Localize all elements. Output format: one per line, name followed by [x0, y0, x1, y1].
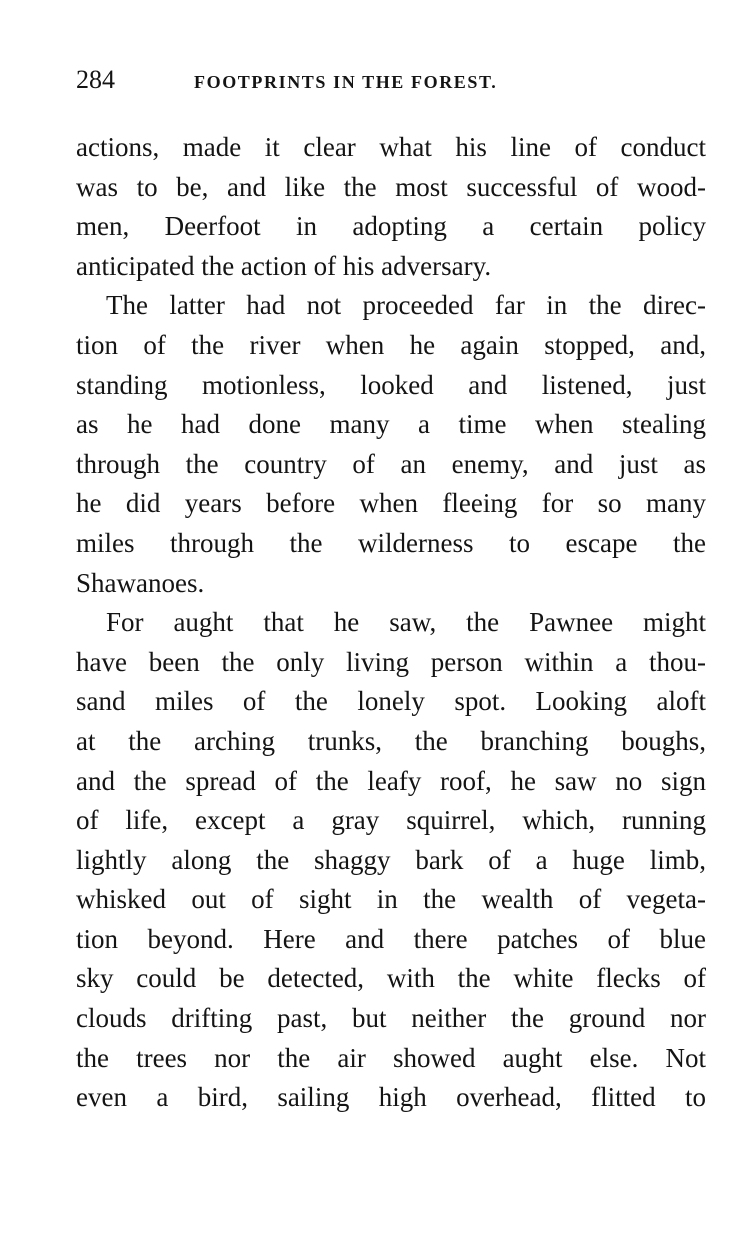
text-line: of life, except a gray squirrel, which, running: [76, 805, 706, 836]
text-line: standing motionless, looked and listened, just: [76, 369, 706, 400]
paragraph-1: [76, 128, 706, 286]
text-line: through the country of an enemy, and just as: [76, 448, 706, 479]
body-text: [76, 128, 706, 1118]
text-line: at the arching trunks, the branching boughs,: [76, 725, 706, 756]
text-line: miles through the wilderness to escape the: [76, 527, 706, 558]
text-line: The latter had not proceeded far in the direc-: [106, 290, 706, 321]
text-line: clouds drifting past, but neither the ground nor: [76, 1003, 706, 1034]
text-line: and the spread of the leafy roof, he saw no sign: [76, 765, 706, 796]
text-line: sand miles of the lonely spot. Looking aloft: [76, 686, 706, 717]
text-line: men, Deerfoot in adopting a certain policy: [76, 211, 706, 242]
text-line: tion beyond. Here and there patches of blue: [76, 923, 706, 954]
text-line: Shawanoes.: [76, 567, 205, 598]
text-line: as he had done many a time when stealing: [76, 409, 706, 440]
paragraph-2: [76, 286, 706, 603]
text-line: tion of the river when he again stopped, and,: [76, 329, 706, 360]
text-line: sky could be detected, with the white flecks of: [76, 963, 706, 994]
text-line: have been the only living person within a thou-: [76, 646, 706, 677]
text-line: whisked out of sight in the wealth of vegeta-: [76, 884, 706, 915]
page-number: 284: [76, 65, 115, 94]
text-line: lightly along the shaggy bark of a huge limb,: [76, 844, 706, 875]
text-line: anticipated the action of his adversary.: [76, 250, 492, 281]
running-head: [76, 60, 706, 100]
paragraph-3: [76, 603, 706, 1118]
running-title: FOOTPRINTS IN THE FOREST.: [194, 72, 498, 92]
text-line: even a bird, sailing high overhead, flitted to: [76, 1082, 706, 1113]
text-line: For aught that he saw, the Pawnee might: [106, 607, 706, 638]
text-line: the trees nor the air showed aught else. Not: [76, 1042, 706, 1073]
text-line: he did years before when fleeing for so many: [76, 488, 706, 519]
text-line: actions, made it clear what his line of conduct: [76, 132, 706, 162]
text-line: was to be, and like the most successful of wood-: [76, 171, 706, 202]
